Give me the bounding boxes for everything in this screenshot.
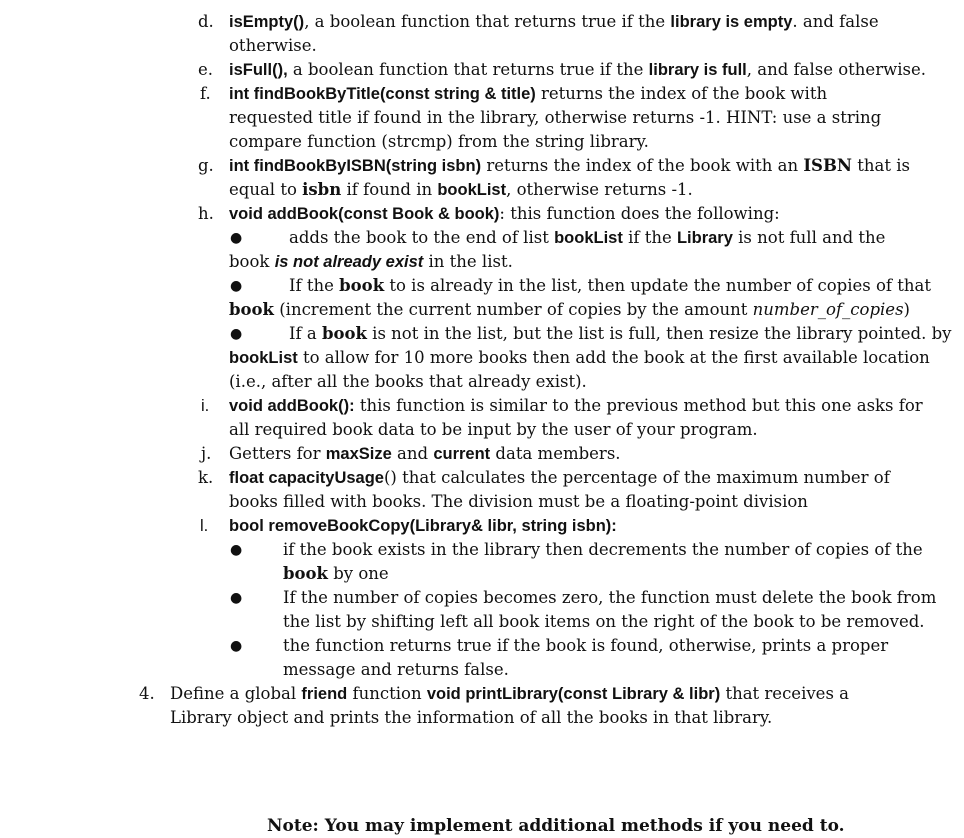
bullet-icon: ● [230,230,243,246]
bullet-icon: ● [230,278,243,294]
bullet-icon: ● [230,590,243,606]
marker-d: d. [198,12,214,31]
document-page: d. isEmpty(), a boolean function that returns true if the library is empty. and false otherwise. e. isFull(), a boolean function that returns true if the library is full, and false otherwise. f. int findBookByTitle(const string & title) returns the index of the book with requested title if found in the library, otherwise returns -1. HINT: use a string compare function (strcmp) from the string library. g. int findBookByISBN(string isbn) returns the index of the book with an ISBN that is equal to isbn if found in bookList, otherwise returns -1. h. void addBook(const Book & book): this function does the following: ● adds the book to the end of list bookList if the Library is not full and the book is not already exist in the list. ● If the book to is already in the list, then update the number of copies of that book (increment the current number of copies by the amount number_of_copies) ● If a book is not in the list, but the list is full, then resize the library pointed. by bookList to allow for 10 more books then add the book at the first available location (i.e., after all the books that already exist). i. void addBook(): this function is similar to the previous method but this one asks for all required book data to be input by the user of your program. j. Getters for maxSize and current data members. k. float capacityUsage() that calculates the percentage of the maximum number of books filled with books. The division must be a floating-point division l. bool removeBookCopy(Library& libr, string isbn): ● if the book exists in the library then decrements the number of copies of the book by one ● If the number of copies becomes zero, the function must delete the book from the list by shifting left all book items on the right of the book to be removed. ● the function returns true if the book is found, otherwise, prints a proper message and returns false. 4. Define a global friend function void printLibrary(const Library & libr) that receives a Library object and prints the information of all the books in that library. Note: You may implement additional methods if you need to. [139,12,952,836]
footer-note: Note: You may implement additional methods if you need to. [267,816,845,836]
bullet-icon: ● [230,638,243,654]
bullet-icon: ● [230,542,243,558]
bullet-icon: ● [230,326,243,342]
